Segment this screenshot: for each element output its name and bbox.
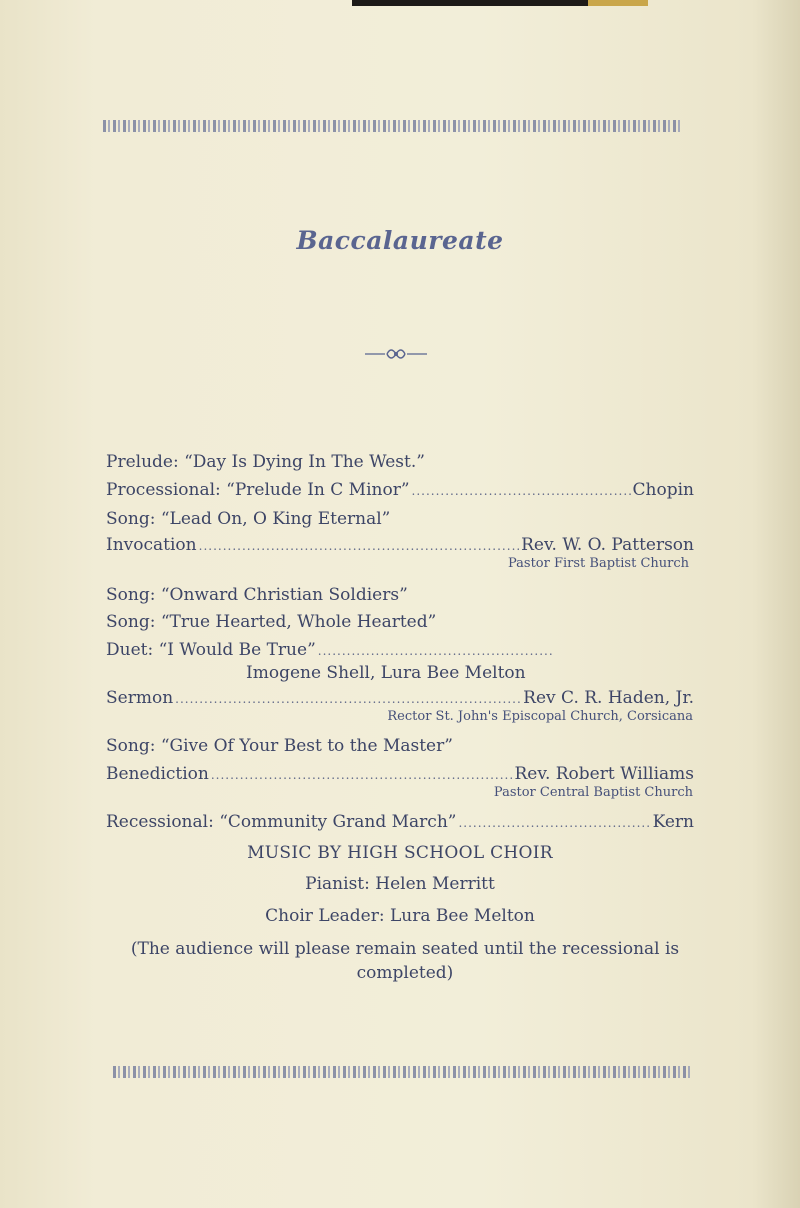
processional-composer: Chopin [632,480,694,500]
benediction-text: Benediction [106,764,209,784]
sermon-text: Sermon [106,688,174,708]
song-true-hearted-line [106,611,694,633]
song-give-text: Song: “Give Of Your Best to the Master” [106,736,453,756]
song-onward-text: Song: “Onward Christian Soldiers” [106,585,408,605]
invocation-role: Pastor First Baptist Church [508,556,689,571]
bottom-decorative-border [113,1066,693,1078]
song-onward-line [106,584,694,606]
leader-dots [318,640,552,662]
invocation-officiant: Rev. W. O. Patterson [521,535,694,555]
processional-line [106,479,694,502]
top-decorative-border [103,120,683,132]
benediction-line [106,763,694,786]
leader-dots [199,535,519,557]
benediction-role: Pastor Central Baptist Church [493,785,693,800]
invocation-text: Invocation [106,535,197,555]
prelude-text: Prelude: “Day Is Dying In The West.” [106,452,425,472]
leader-dots [211,764,513,786]
leader-dots [175,688,521,710]
page-title: Baccalaureate [296,226,504,255]
recessional-line [106,811,694,834]
leader-dots [412,480,631,502]
duet-performers: Imogene Shell, Lura Bee Melton [246,663,526,683]
leader-dots [458,812,650,834]
recessional-text: Recessional: “Community Grand March” [106,812,457,832]
song-lead-on-text: Song: “Lead On, O King Eternal” [106,509,391,529]
duet-text: Duet: “I Would Be True” [106,640,316,660]
page-tab [352,0,642,6]
processional-text: Processional: “Prelude In C Minor” [106,480,410,500]
music-credit: MUSIC BY HIGH SCHOOL CHOIR [247,843,553,863]
duet-line [106,639,554,662]
ornament-icon [365,344,427,364]
pianist-credit: Pianist: Helen Merritt [305,874,495,894]
song-lead-on-line [106,508,694,530]
prelude-line [106,451,694,473]
sermon-officiant: Rev C. R. Haden, Jr. [523,688,694,708]
benediction-officiant: Rev. Robert Williams [514,764,694,784]
invocation-line [106,534,694,557]
audience-note: (The audience will please remain seated until the recessional is completed) [130,939,680,983]
recessional-composer: Kern [652,812,694,832]
song-give-line [106,735,694,757]
sermon-role: Rector St. John's Episcopal Church, Corsicana [387,709,693,724]
choir-leader-credit: Choir Leader: Lura Bee Melton [265,906,535,926]
song-true-hearted-text: Song: “True Hearted, Whole Hearted” [106,612,437,632]
sermon-line [106,687,694,710]
